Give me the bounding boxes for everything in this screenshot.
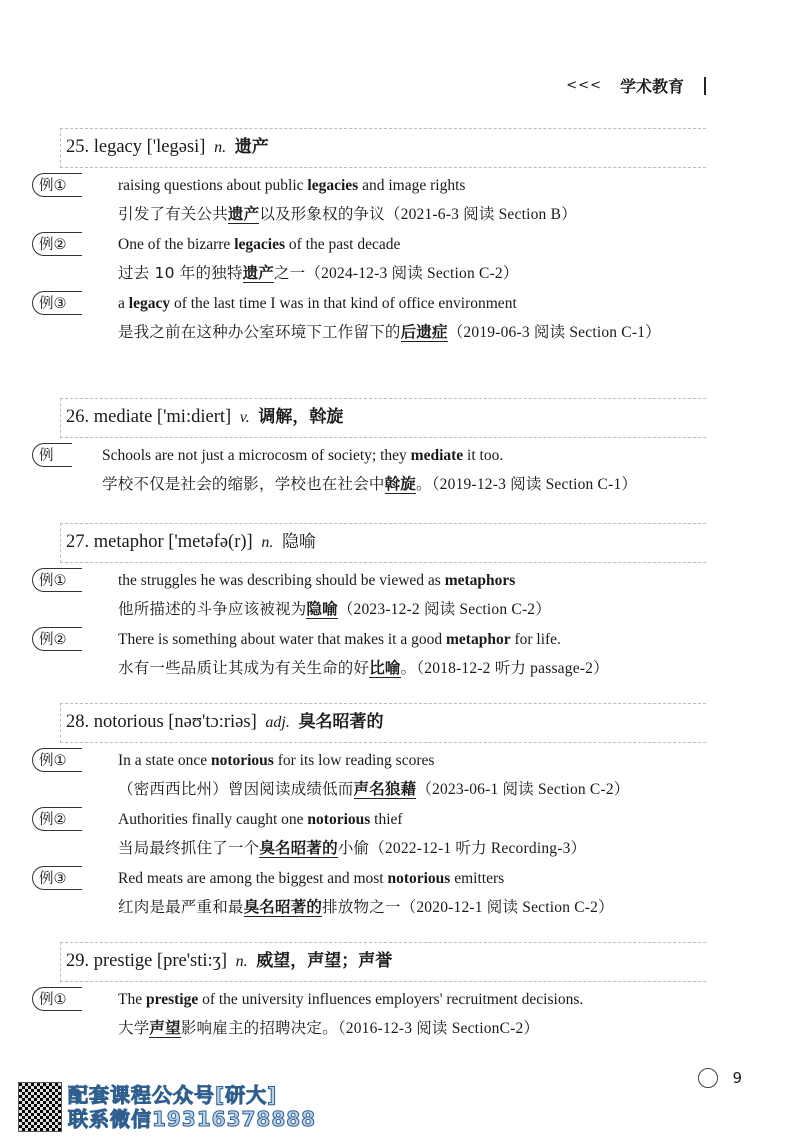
example-1 xyxy=(39,172,706,229)
meaning: 威望，声望；声誉 xyxy=(256,951,393,971)
headword: 28. notorious [nəʊ'tɔ:riəs] xyxy=(66,712,257,732)
entry-notorious xyxy=(39,703,706,922)
example-badge: 例① xyxy=(32,173,82,197)
qr-code-icon xyxy=(18,1082,62,1132)
entry-legacy xyxy=(39,128,706,347)
example-badge: 例 xyxy=(32,443,72,467)
watermark xyxy=(18,1082,316,1132)
example-en: raising questions about public legacies and image rights xyxy=(118,177,466,194)
entry-mediate xyxy=(39,398,706,499)
page-circle-icon xyxy=(698,1068,718,1088)
entry-metaphor xyxy=(39,523,706,683)
example-2 xyxy=(39,626,706,683)
example-2 xyxy=(39,231,706,288)
example-en: There is something about water that makes it a good metaphor for life. xyxy=(118,631,561,648)
example-en: The prestige of the university influences employers' recruitment decisions. xyxy=(118,991,584,1008)
part-of-speech: adj. xyxy=(265,714,290,731)
meaning: 臭名昭著的 xyxy=(298,712,384,732)
example-en: One of the bizarre legacies of the past decade xyxy=(118,236,401,253)
example-zh: 引发了有关公共遗产以及形象权的争议（2021-6-3 阅读 Section B） xyxy=(118,205,577,223)
part-of-speech: n. xyxy=(235,953,248,970)
example-1 xyxy=(39,986,706,1043)
example-en: Authorities finally caught one notorious thief xyxy=(118,811,403,828)
meaning: 调解，斡旋 xyxy=(258,407,344,427)
example-zh: 水有一些品质让其成为有关生命的好比喻。（2018-12-2 听力 passage-2） xyxy=(118,659,609,677)
example-1 xyxy=(39,442,706,499)
example-badge: 例① xyxy=(32,568,82,592)
page-number-text: 9 xyxy=(732,1069,742,1087)
example-zh: 过去 10 年的独特遗产之一（2024-12-3 阅读 Section C-2） xyxy=(118,264,519,282)
example-badge: 例② xyxy=(32,627,82,651)
running-header xyxy=(566,74,706,97)
header-bar xyxy=(704,77,706,95)
example-3 xyxy=(39,865,706,922)
example-en: Schools are not just a microcosm of society; they mediate it too. xyxy=(102,447,504,464)
example-zh: 大学声望影响雇主的招聘决定。（2016-12-3 阅读 SectionC-2） xyxy=(118,1019,540,1037)
example-badge: 例③ xyxy=(32,866,82,890)
part-of-speech: v. xyxy=(239,409,250,426)
example-badge: 例① xyxy=(32,987,82,1011)
example-en: the struggles he was describing should be viewed as metaphors xyxy=(118,572,516,589)
entry-prestige xyxy=(39,942,706,1043)
example-zh: 红肉是最严重和最臭名昭著的排放物之一（2020-12-1 阅读 Section C-2） xyxy=(118,898,614,916)
example-3 xyxy=(39,290,706,347)
watermark-text: 配套课程公众号[研大] 联系微信19316378888 xyxy=(68,1083,317,1131)
example-zh: 他所描述的斗争应该被视为隐喻（2023-12-2 阅读 Section C-2） xyxy=(118,600,551,618)
example-en: a legacy of the last time I was in that kind of office environment xyxy=(118,295,517,312)
example-en: In a state once notorious for its low reading scores xyxy=(118,752,435,769)
headword: 27. metaphor ['metəfə(r)] xyxy=(66,532,253,552)
example-en: Red meats are among the biggest and most notorious emitters xyxy=(118,870,505,887)
example-zh: 学校不仅是社会的缩影，学校也在社会中斡旋。（2019-12-3 阅读 Section C-1） xyxy=(102,475,638,493)
entry-head xyxy=(60,398,706,438)
example-badge: 例③ xyxy=(32,291,82,315)
headword: 26. mediate ['mi:diert] xyxy=(66,407,232,427)
example-badge: 例② xyxy=(32,807,82,831)
example-1 xyxy=(39,747,706,804)
entry-head xyxy=(60,703,706,743)
example-zh: 是我之前在这种办公室环境下工作留下的后遗症（2019-06-3 阅读 Section C-1） xyxy=(118,323,661,341)
page-number xyxy=(698,1068,742,1088)
part-of-speech: n. xyxy=(261,534,274,551)
meaning: 遗产 xyxy=(234,137,269,157)
example-2 xyxy=(39,806,706,863)
example-1 xyxy=(39,567,706,624)
headword: 29. prestige [pre'sti:ʒ] xyxy=(66,951,228,971)
entry-head xyxy=(60,128,706,168)
chevrons: <<< xyxy=(566,78,602,93)
example-badge: 例① xyxy=(32,748,82,772)
entry-head xyxy=(60,942,706,982)
meaning: 隐喻 xyxy=(281,532,316,552)
example-zh: （密西西比州）曾因阅读成绩低而声名狼藉（2023-06-1 阅读 Section C-2） xyxy=(118,780,630,798)
part-of-speech: n. xyxy=(214,139,227,156)
header-title: 学术教育 xyxy=(619,77,684,96)
example-badge: 例② xyxy=(32,232,82,256)
headword: 25. legacy ['legəsi] xyxy=(66,137,206,157)
example-zh: 当局最终抓住了一个臭名昭著的小偷（2022-12-1 听力 Recording-3） xyxy=(118,839,587,857)
entry-head xyxy=(60,523,706,563)
